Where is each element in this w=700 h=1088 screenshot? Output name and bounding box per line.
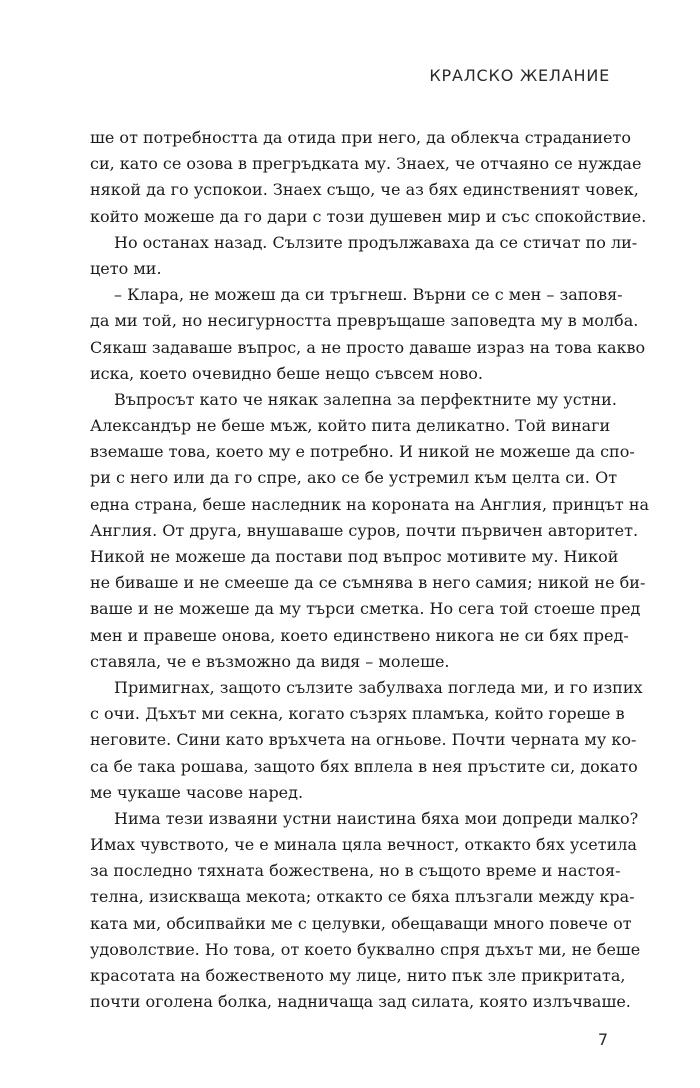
text-line: Но останах назад. Сълзите продължаваха да се стичат по ли- — [114, 232, 638, 252]
text-line: неговите. Сини като връхчета на огньове. Почти черната му ко- — [90, 730, 637, 750]
text-line: Имах чувството, че е минала цяла вечност, откакто бях усетила — [90, 835, 637, 855]
text-line: ваше и не можеше да му търси сметка. Но сега той стоеше пред — [90, 599, 641, 619]
text-line: Александър не беше мъж, който пита деликатно. Той винаги — [90, 416, 611, 436]
text-line: Никой не можеше да постави под въпрос мотивите му. Никой — [90, 547, 619, 566]
text-line: ри с него или да го спре, ако се бе устремил към целта си. От — [90, 468, 618, 488]
text-line: си, като се озова в прегръдката му. Знаех, че отчаяно се нуждае — [90, 154, 642, 174]
text-line: за последно тяхната божествена, но в същото време и настоя- — [90, 861, 621, 881]
text-line: телна, изискваща мекота; откакто се бяха плъзгали между кра- — [90, 887, 635, 907]
text-line: Сякаш задаваше въпрос, а не просто даваше израз на това какво — [90, 337, 646, 357]
text-line: с очи. Дъхът ми секна, когато съзрях пламъка, който гореше в — [90, 704, 625, 724]
page-number: 7 — [597, 1030, 608, 1049]
text-line: ме чукаше часове наред. — [90, 782, 304, 802]
body-text — [90, 125, 650, 1015]
text-line: иска, което очевидно беше нещо съвсем ново. — [90, 363, 483, 383]
text-line: Примигнах, защото сълзите забулваха погледа ми, и го изпих — [114, 677, 643, 697]
text-line: някой да го успокои. Знаех също, че аз бях единственият човек, — [90, 180, 639, 200]
text-line: Англия. От друга, внушаваше суров, почти първичен авторитет. — [90, 520, 639, 540]
text-line: една страна, беше наследник на короната на Англия, принцът на — [90, 494, 650, 514]
text-line: ката ми, обсипвайки ме с целувки, обещаващи много повече от — [90, 913, 632, 933]
text-line: са бе така рошава, защото бях вплела в нея пръстите си, докато — [90, 756, 638, 776]
text-line: цето ми. — [90, 258, 162, 278]
text-line: ставяла, че е възможно да видя – молеше. — [90, 651, 450, 671]
text-line: не биваше и не смееше да се съмнява в него самия; никой не би- — [90, 573, 646, 593]
text-line: почти оголена болка, надничаща зад силата, която излъчваше. — [90, 992, 631, 1012]
text-line: красотата на божественото му лице, нито пък зле прикритата, — [90, 966, 626, 985]
text-line: Нима тези изваяни устни наистина бяха мои допреди малко? — [114, 808, 639, 828]
text-line: Въпросът като че някак залепна за перфектните му устни. — [114, 389, 617, 409]
running-title: КРАЛСКО ЖЕЛАНИЕ — [429, 66, 610, 85]
text-line: ше от потребността да отида при него, да облекча страданието — [90, 128, 631, 147]
text-line: вземаше това, което му е потребно. И никой не можеше да спо- — [90, 442, 635, 462]
text-line: удоволствие. Но това, от което буквално спря дъхът ми, не беше — [90, 939, 641, 959]
text-line: който можеше да го дари с този душевен мир и със спокойствие. — [90, 206, 647, 226]
text-line: – Клара, не можеш да си тръгнеш. Върни се с мен – заповя- — [114, 285, 623, 305]
text-line: мен и правеше онова, което единствено никога не си бях пред- — [90, 625, 629, 645]
text-line: да ми той, но несигурността превръщаше заповедта му в молба. — [90, 311, 639, 331]
